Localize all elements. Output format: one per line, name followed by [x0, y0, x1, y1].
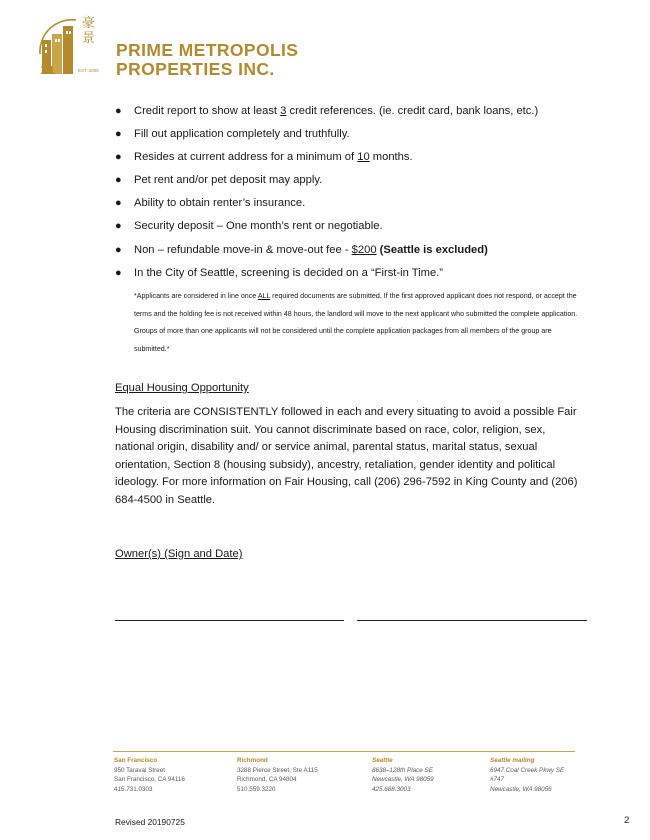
- office-address-line: Newcastle, WA 98056: [490, 785, 552, 793]
- requirement-text: Pet rent and/or pet deposit may apply.: [134, 174, 323, 187]
- bullet-icon: ●: [115, 197, 122, 210]
- equal-housing-heading: Equal Housing Opportunity: [115, 382, 249, 394]
- brand-line-2: PROPERTIES INC.: [116, 59, 275, 79]
- office-seattle: [372, 756, 434, 794]
- office-address-line: #747: [490, 776, 505, 784]
- office-name: Richmond: [237, 757, 268, 764]
- requirement-text: Credit report to show at least: [134, 105, 281, 117]
- office-address-line: 3288 Pierce Street, Ste A115: [237, 766, 318, 774]
- requirement-text: $200: [351, 243, 377, 256]
- brand-name: [116, 41, 298, 79]
- bullet-icon: ●: [115, 174, 122, 187]
- requirement-text: 10: [357, 151, 370, 164]
- owner-sign-heading: Owner(s) (Sign and Date): [115, 548, 243, 560]
- brand-line-1: PRIME METROPOLIS: [116, 40, 299, 60]
- logo-est: EST. 2005: [78, 68, 99, 73]
- office-address-line: 8638–128th Place SE: [372, 766, 433, 774]
- logo-chinese-characters: 豪景: [82, 16, 96, 46]
- signature-line-2[interactable]: [357, 620, 587, 621]
- footer-divider: [113, 751, 575, 752]
- office-address-line: San Francisco, CA 94116: [114, 776, 185, 784]
- requirement-text: In the City of Seattle, screening is decided on a “First-in Time.”: [134, 266, 444, 279]
- requirement-text: credit references. (ie. credit card, bank loans, etc.): [286, 105, 539, 117]
- requirement-item: [112, 196, 582, 211]
- office-address-line: Newcastle, WA 98059: [372, 776, 434, 784]
- office-richmond: [237, 756, 318, 794]
- company-logo: [36, 14, 299, 79]
- requirement-text: months.: [369, 151, 413, 164]
- requirement-text: Non – refundable move-in & move-out fee -: [134, 243, 352, 256]
- requirement-text: Security deposit – One month’s rent or negotiable.: [134, 220, 383, 233]
- note-text-before: *Applicants are considered in line once: [134, 292, 258, 300]
- bullet-icon: ●: [115, 266, 122, 279]
- requirement-text: Resides at current address for a minimum of: [134, 151, 358, 164]
- office-seattle-mailing: [490, 756, 564, 794]
- note-underlined: ALL: [257, 292, 271, 300]
- bullet-icon: ●: [115, 220, 122, 233]
- bullet-icon: ●: [115, 105, 122, 117]
- first-in-time-note: [134, 288, 584, 359]
- page-number: 2: [624, 815, 630, 826]
- office-phone: 510.559.3220: [237, 785, 276, 793]
- requirement-item: [112, 173, 582, 188]
- bullet-icon: ●: [115, 243, 122, 256]
- office-address-line: 950 Taraval Street: [114, 766, 165, 774]
- requirement-item: [112, 243, 582, 258]
- requirement-item: [112, 150, 582, 165]
- signature-line-1[interactable]: [115, 620, 344, 621]
- requirement-item: [112, 219, 582, 234]
- office-phone: 415.731.0303: [114, 785, 153, 793]
- bullet-icon: ●: [115, 151, 122, 164]
- requirement-text: Ability to obtain renter’s insurance.: [134, 197, 306, 210]
- office-name: Seattle mailing: [490, 757, 535, 764]
- revision-date: Revised 20190725: [115, 817, 185, 827]
- office-address-line: 6947 Coal Creek Pkwy SE: [490, 766, 565, 774]
- requirements-list: [112, 104, 582, 289]
- requirement-item: [112, 104, 582, 119]
- requirement-item: [112, 266, 582, 281]
- svg-text:11: 11: [40, 64, 56, 77]
- requirement-text: Fill out application completely and truthfully.: [134, 128, 350, 141]
- office-san-francisco: [114, 756, 185, 794]
- equal-housing-body: The criteria are CONSISTENTLY followed in each and every situating to avoid a possible Fair Housing discrimination suit. You cannot discriminate based on race, color, religion, sex, national origin, disability and/ or service animal, parental status, marital status, sexual orientation, Section 8 (housing subsidy), ancestry, retaliation, gender identity and political ideology. For more information on Fair Housing, call (206) 296-7592 in King County and (206) 684-4500 in Seattle.: [115, 406, 578, 506]
- requirement-item: [112, 127, 582, 142]
- note-text-after: required documents are submitted. If the first approved applicant does not respond, or accept the terms and the holding fee is not received within 48 hours, the landlord will move to the next applicant who submitted the complete application. Groups of more than one applicants will not be considered until the complete application packages from all members of the group are submitted.*: [134, 292, 578, 354]
- requirement-text: (Seattle is excluded): [379, 243, 488, 256]
- bullet-icon: ●: [115, 128, 122, 141]
- requirement-text: 3: [280, 105, 287, 117]
- office-name: San Francisco: [114, 757, 158, 764]
- office-phone: 425.688.3003: [372, 785, 411, 793]
- office-address-line: Richmond, CA 94804: [237, 776, 297, 784]
- office-name: Seattle: [372, 757, 393, 764]
